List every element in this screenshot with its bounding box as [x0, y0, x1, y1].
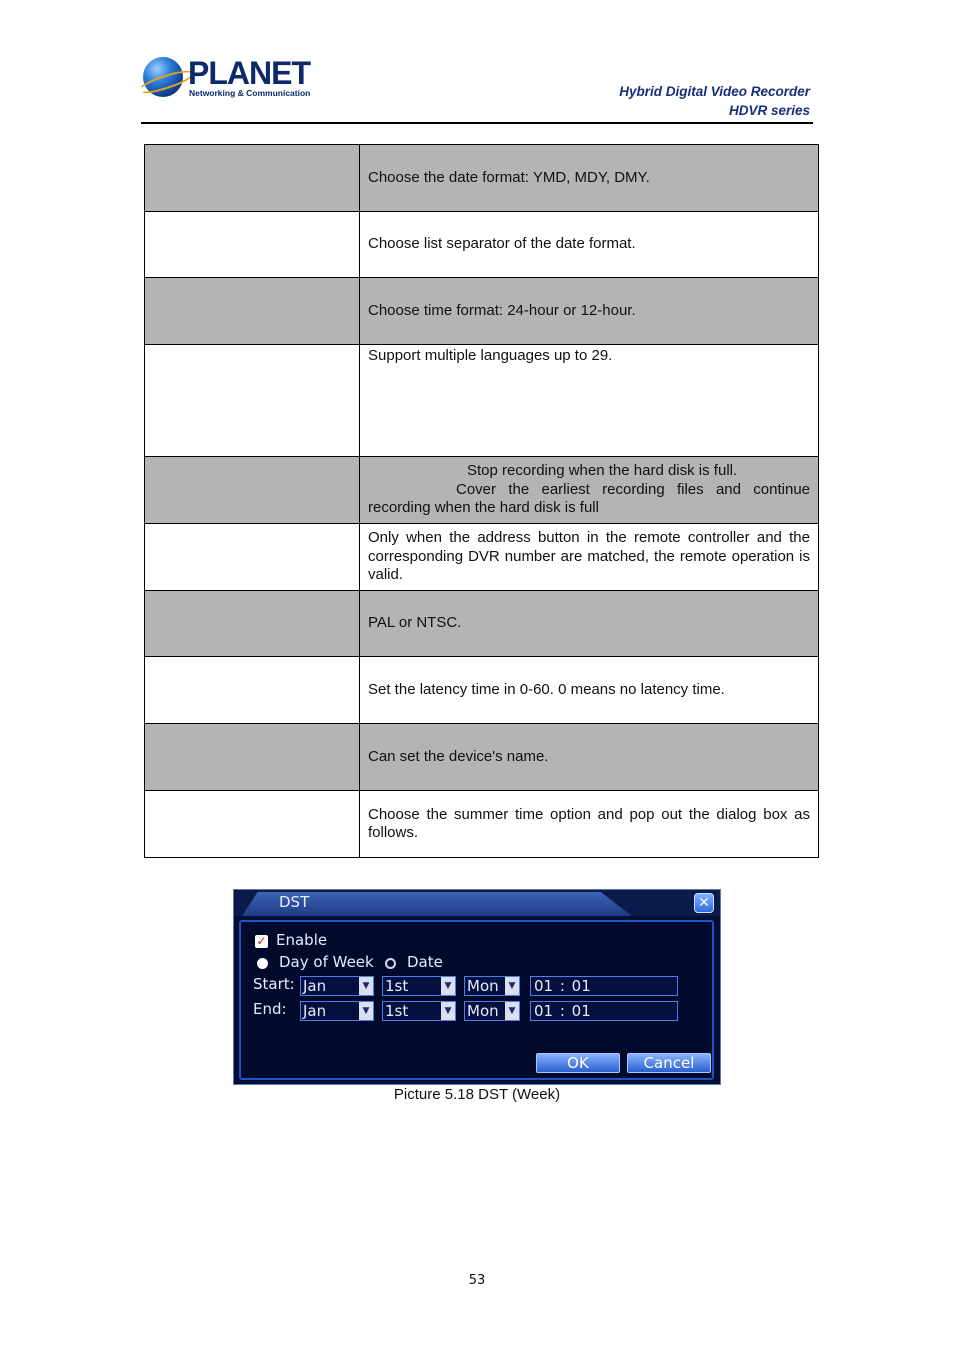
logo-wordmark: PLANET — [188, 55, 310, 91]
setting-name-cell — [145, 591, 360, 657]
enable-checkbox[interactable]: ✓ — [256, 934, 267, 948]
table-row — [145, 457, 819, 524]
start-month-value: Jan — [303, 977, 327, 995]
setting-desc-cell — [360, 457, 819, 524]
dialog-body — [239, 920, 714, 1080]
end-week-select[interactable] — [382, 1001, 456, 1021]
product-title: Hybrid Digital Video Recorder — [619, 84, 810, 99]
day-of-week-label: Day of Week — [279, 953, 374, 971]
chevron-down-icon: ▼ — [505, 977, 519, 995]
globe-icon — [143, 57, 183, 97]
overwrite-on-text: Cover the earliest recording files and continue recording when the hard disk is full — [368, 480, 810, 517]
chevron-down-icon: ▼ — [505, 1002, 519, 1020]
header-product — [619, 82, 810, 120]
end-label: End: — [253, 1000, 287, 1018]
setting-name-cell — [145, 145, 360, 212]
setting-desc-cell: Set the latency time in 0-60. 0 means no latency time. — [360, 657, 819, 724]
chevron-down-icon: ▼ — [359, 977, 373, 995]
setting-name-cell — [145, 524, 360, 591]
dialog-title: DST — [279, 893, 310, 911]
setting-name-cell — [145, 791, 360, 858]
setting-name-cell — [145, 345, 360, 457]
date-label: Date — [407, 953, 443, 971]
setting-desc-cell: Choose the date format: YMD, MDY, DMY. — [360, 145, 819, 212]
figure-caption: Picture 5.18 DST (Week) — [393, 1086, 561, 1103]
setting-desc-cell: PAL or NTSC. — [360, 591, 819, 657]
setting-desc-cell: Support multiple languages up to 29. — [360, 345, 819, 457]
start-week-select[interactable] — [382, 976, 456, 996]
cancel-button[interactable]: Cancel — [627, 1053, 711, 1073]
table-row — [145, 524, 819, 591]
end-month-select[interactable] — [300, 1001, 374, 1021]
dialog-titlebar — [234, 890, 720, 916]
end-week-value: 1st — [385, 1002, 409, 1020]
end-day-select[interactable] — [464, 1001, 520, 1021]
start-day-select[interactable] — [464, 976, 520, 996]
start-day-value: Mon — [467, 977, 499, 995]
page-number: 53 — [468, 1273, 486, 1288]
header-rule — [141, 122, 813, 124]
table-row — [145, 791, 819, 858]
ok-button[interactable]: OK — [536, 1053, 620, 1073]
settings-table — [144, 144, 819, 858]
setting-desc-cell: Choose time format: 24-hour or 12-hour. — [360, 278, 819, 345]
dst-dialog — [233, 889, 721, 1085]
setting-name-cell — [145, 278, 360, 345]
setting-desc-cell: Choose list separator of the date format. — [360, 212, 819, 278]
start-month-select[interactable] — [300, 976, 374, 996]
end-time-field[interactable]: 01 : 01 — [530, 1001, 678, 1021]
product-series: HDVR series — [728, 103, 810, 118]
enable-label: Enable — [276, 931, 328, 949]
setting-name-cell — [145, 212, 360, 278]
setting-name-cell — [145, 457, 360, 524]
table-row — [145, 591, 819, 657]
table-row — [145, 657, 819, 724]
chevron-down-icon: ▼ — [359, 1002, 373, 1020]
setting-desc-cell: Only when the address button in the remote controller and the corresponding DVR number are matched, the remote operation is valid. — [360, 524, 819, 591]
setting-desc-cell: Can set the device's name. — [360, 724, 819, 791]
logo-tagline: Networking & Communication — [189, 88, 311, 98]
table-row — [145, 145, 819, 212]
planet-logo — [143, 55, 311, 100]
start-week-value: 1st — [385, 977, 409, 995]
setting-desc-cell: Choose the summer time option and pop out the dialog box as follows. — [360, 791, 819, 858]
table-row — [145, 724, 819, 791]
start-time-field[interactable]: 01 : 01 — [530, 976, 678, 996]
table-row — [145, 345, 819, 457]
chevron-down-icon: ▼ — [441, 977, 455, 995]
table-row — [145, 212, 819, 278]
chevron-down-icon: ▼ — [441, 1002, 455, 1020]
setting-name-cell — [145, 724, 360, 791]
end-month-value: Jan — [303, 1002, 327, 1020]
close-icon[interactable]: ✕ — [694, 893, 714, 913]
setting-name-cell — [145, 657, 360, 724]
date-radio[interactable] — [385, 958, 396, 969]
day-of-week-radio[interactable] — [257, 958, 268, 969]
start-label: Start: — [253, 975, 295, 993]
table-row — [145, 278, 819, 345]
end-day-value: Mon — [467, 1002, 499, 1020]
overwrite-off-text: Stop recording when the hard disk is full. — [467, 462, 738, 480]
